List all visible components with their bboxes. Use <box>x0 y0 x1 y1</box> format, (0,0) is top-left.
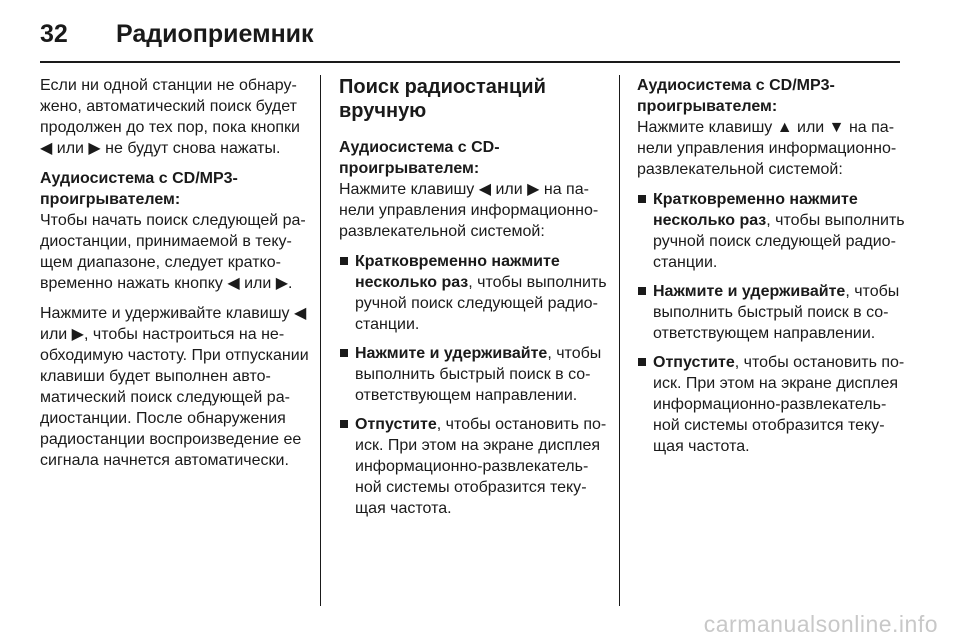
paragraph-intro: Нажмите клавишу ◀ или ▶ на панели управления информационно-развлекательной системой: <box>339 181 599 240</box>
header-divider <box>40 61 900 63</box>
list-item: Отпустите, чтобы остановить поиск. При этом на экране дисплея информационно-развлекательной системы отобразится текущая частота. <box>637 352 907 457</box>
square-bullet-icon <box>638 195 646 203</box>
watermark: carmanualsonline.info <box>703 611 938 637</box>
subhead-cd-mp3: Аудиосистема с CD/MP3-проигрывателем: <box>40 170 238 208</box>
paragraph-hold-key: Нажмите и удерживайте клавишу ◀ или ▶, чтобы настроиться на необходимую частоту. При отпускании клавиши будет выполнен автоматический поиск следующей радиостанции. После обнаружения радиостанции воспроизведение ее сигнала начнется автоматически. <box>40 305 309 469</box>
section-title-manual-search: Поиск радиостанций вручную <box>339 76 546 122</box>
page-title: Радиоприемник <box>116 19 314 48</box>
subhead-cd: Аудиосистема с CD-проигрывателем: <box>339 139 500 177</box>
column-divider-1 <box>320 75 321 606</box>
square-bullet-icon <box>340 420 348 428</box>
page-header <box>40 14 314 54</box>
square-bullet-icon <box>340 257 348 265</box>
page-number: 32 <box>40 19 68 48</box>
paragraph-search-continue: Если ни одной станции не обнаружено, автоматический поиск будет продолжен до тех пор, пока кнопки ◀ или ▶ не будут снова нажаты. <box>40 77 300 157</box>
column-divider-2 <box>619 75 620 606</box>
column-2 <box>339 75 609 527</box>
square-bullet-icon <box>638 287 646 295</box>
bullet-list <box>637 189 907 457</box>
list-item: Отпустите, чтобы остановить поиск. При этом на экране дисплея информационно-развлекательной системы отобразится текущая частота. <box>339 414 609 519</box>
list-item: Кратковременно нажмите несколько раз, чтобы выполнить ручной поиск следующей радиостанции. <box>339 251 609 335</box>
list-item: Нажмите и удерживайте, чтобы выполнить быстрый поиск в соответствующем направлении. <box>339 343 609 406</box>
column-1 <box>40 75 310 480</box>
subhead-cd-mp3: Аудиосистема с CD/MP3-проигрывателем: <box>637 77 835 115</box>
bullet-list <box>339 251 609 519</box>
paragraph-start-search: Чтобы начать поиск следующей радиостанции, принимаемой в текущем диапазоне, следует кратковременно нажать кнопку ◀ или ▶. <box>40 212 306 292</box>
list-item: Нажмите и удерживайте, чтобы выполнить быстрый поиск в соответствующем направлении. <box>637 281 907 344</box>
square-bullet-icon <box>638 358 646 366</box>
list-item: Кратковременно нажмите несколько раз, чтобы выполнить ручной поиск следующей радиостанции. <box>637 189 907 273</box>
paragraph-intro: Нажмите клавишу ▲ или ▼ на панели управления информационно-развлекательной системой: <box>637 119 897 178</box>
square-bullet-icon <box>340 349 348 357</box>
column-3 <box>637 75 907 465</box>
